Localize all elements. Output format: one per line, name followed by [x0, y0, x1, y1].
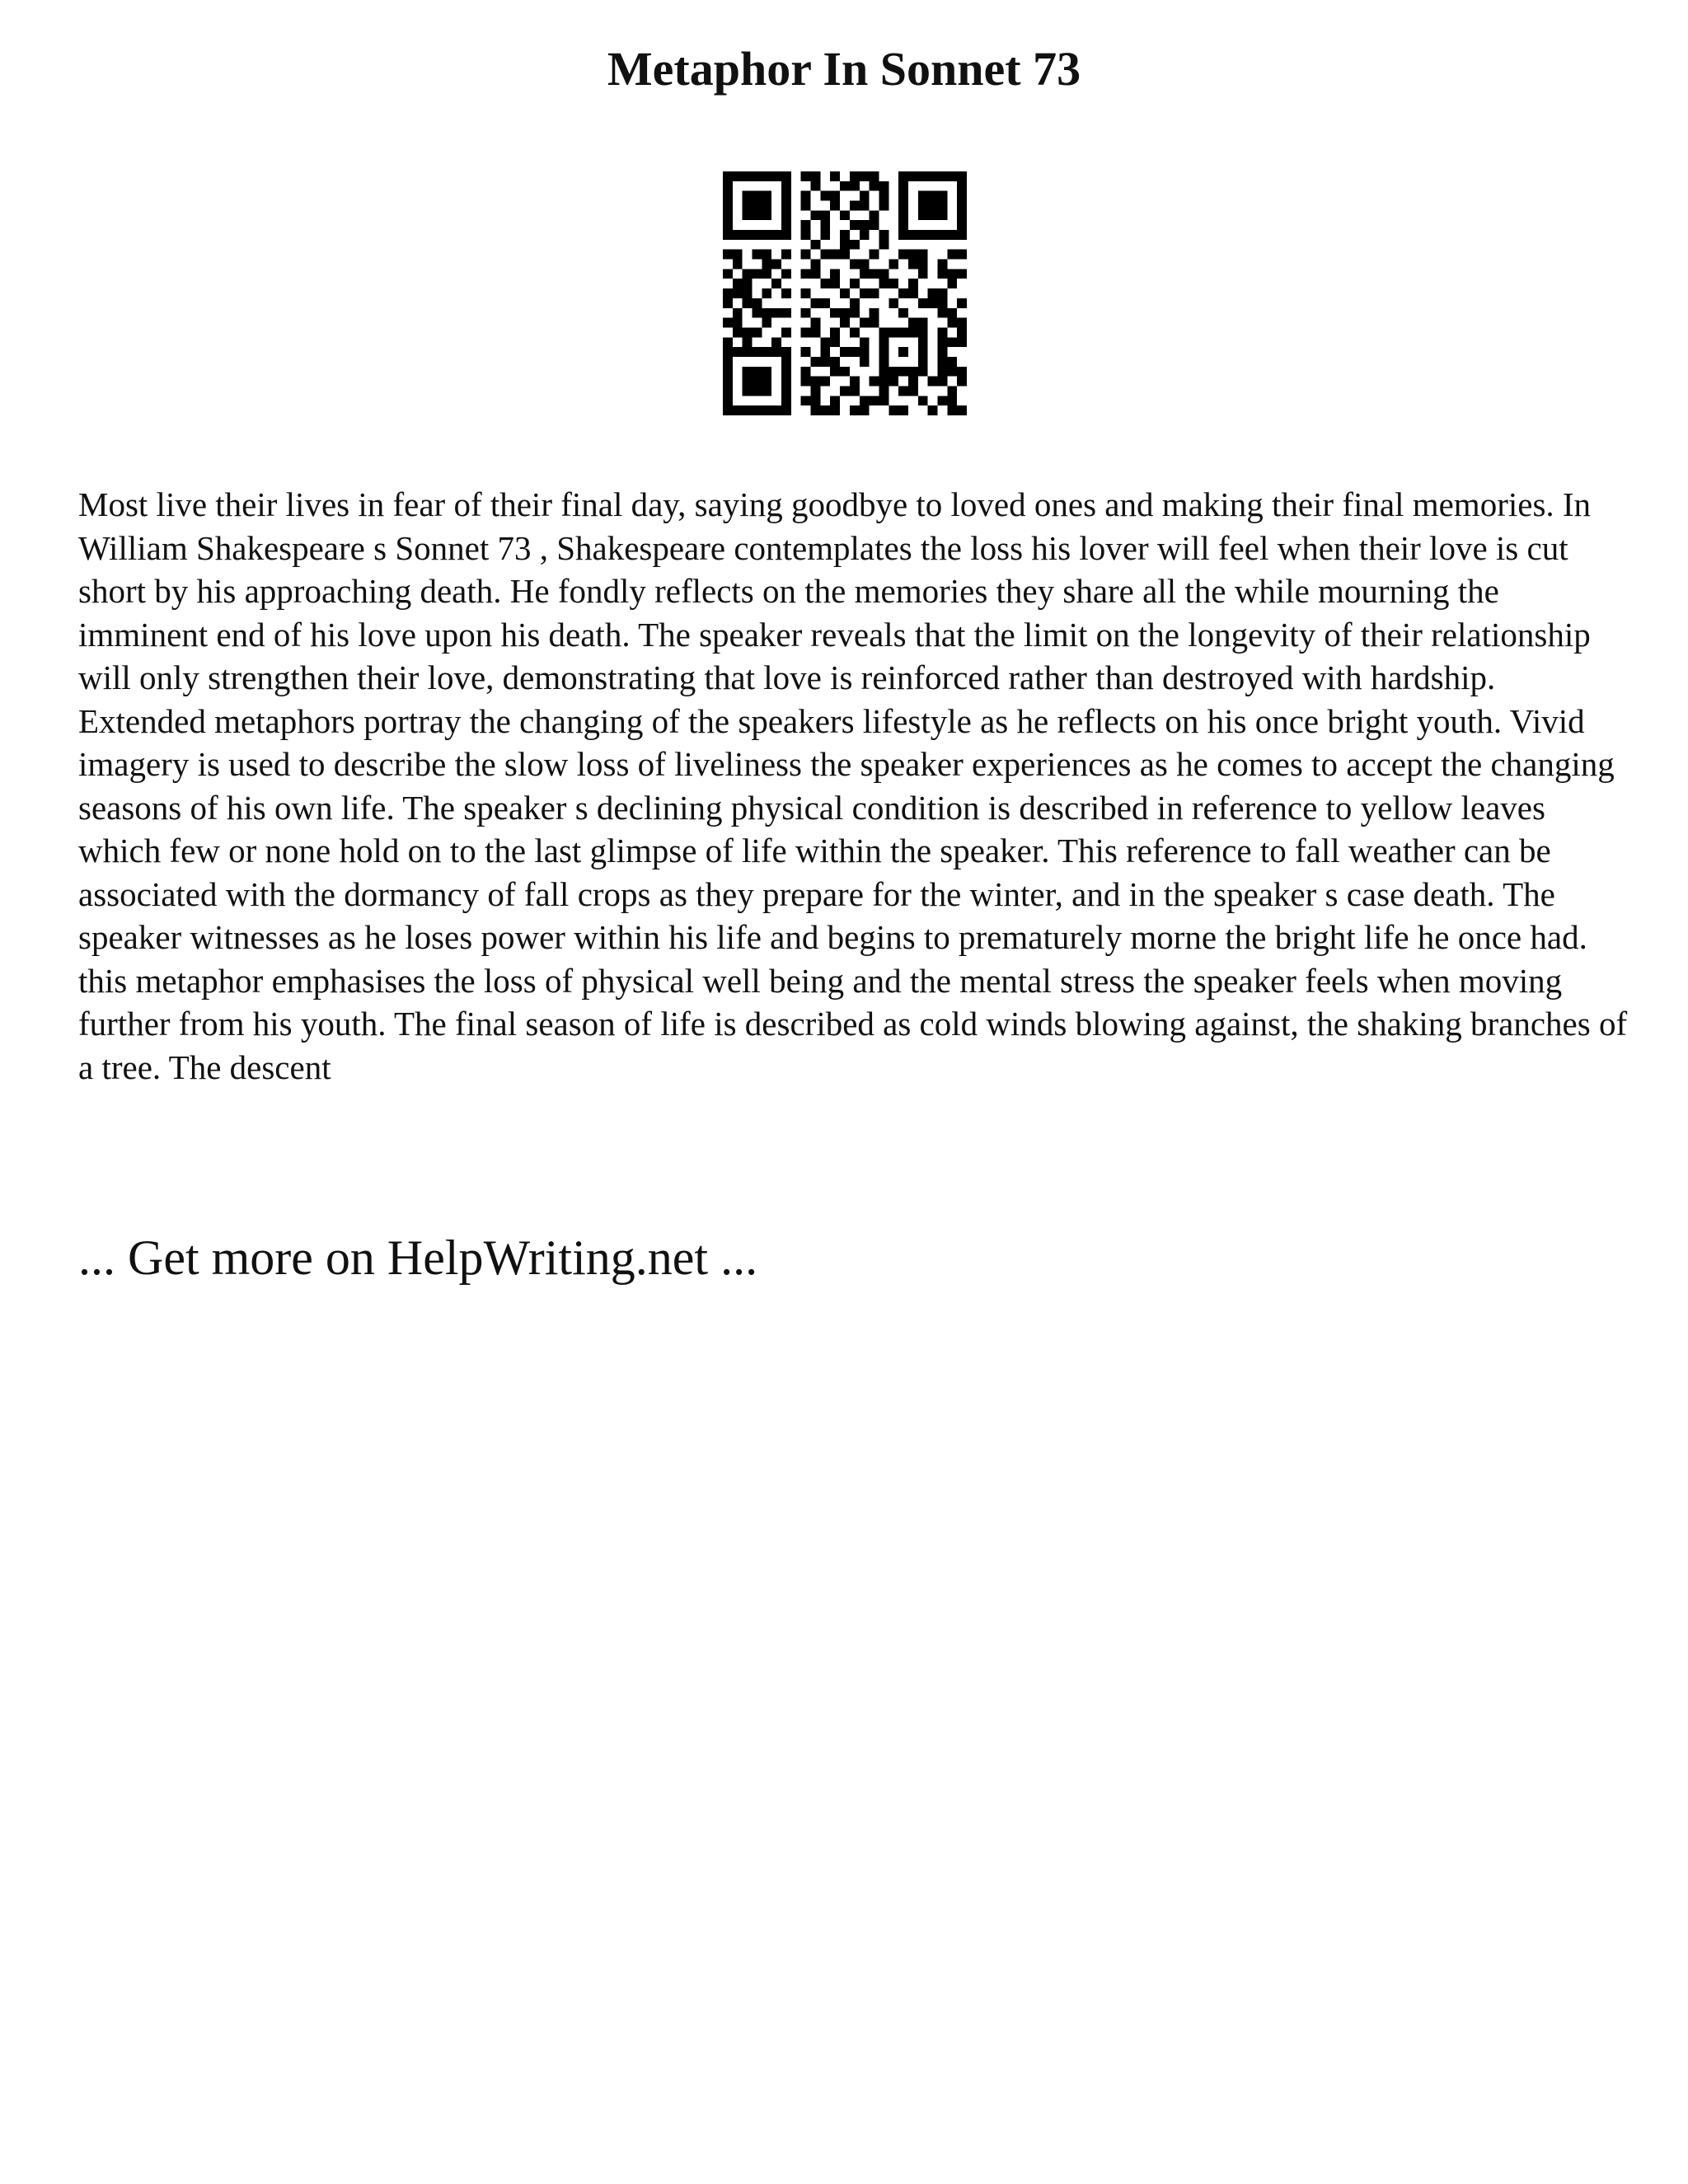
paragraph-intro: Most live their lives in fear of their final day, saying goodbye to loved ones and making their final memories. In William Shakespeare s Sonnet 73 , Shakespeare contemplates the loss his lover will feel when their love is cut short by his approaching death. He fondly reflects on the memories they share all the while mourning the imminent end of his love upon his death. The speaker reveals that the limit on the longevity of their relationship will only strengthen their love, demonstrating that love is reinforced rather than destroyed with hardship. — [78, 485, 1592, 696]
document-title: Metaphor In Sonnet 73 — [607, 42, 1081, 96]
qr-code-icon[interactable] — [723, 171, 967, 415]
article-body — [78, 483, 1628, 1089]
paragraph-metaphors: Extended metaphors portray the changing of the speakers lifestyle as he reflects on his once bright youth. Vivid imagery is used to describe the slow loss of liveliness the speaker experiences as he comes to accept the changing seasons of his own life. The speaker s declining physical condition is described in reference to yellow leaves which few or none hold on to the last glimpse of life within the speaker. This reference to fall weather can be associated with the dormancy of fall crops as they prepare for the winter, and in the speaker s case death. The speaker witnesses as he loses power within his life and begins to prematurely morne the bright life he once had. this metaphor emphasises the loss of physical well being and the mental stress the speaker feels when moving further from his youth. The final season of life is described as cold winds blowing against, the shaking branches of a tree. The descent — [78, 701, 1628, 1086]
qr-code-graphic — [723, 171, 967, 415]
get-more-link[interactable]: ... Get more on HelpWriting.net ... — [78, 1230, 758, 1285]
